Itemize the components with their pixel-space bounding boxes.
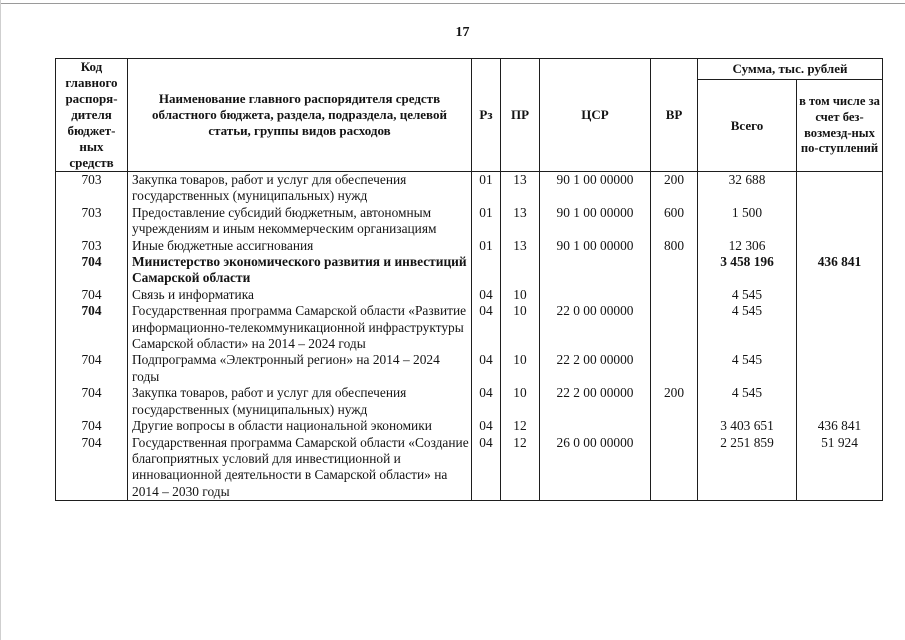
- header-free: в том числе за счет без-возмезд-ных по-ступлений: [797, 80, 883, 172]
- cell-code: 704: [56, 287, 128, 303]
- cell-csr: [540, 418, 651, 434]
- top-border-line: [0, 3, 905, 4]
- cell-name: Предоставление субсидий бюджетным, автономным учреждениям и иным некоммерческим организациям: [128, 205, 472, 238]
- header-pr: ПР: [501, 59, 540, 172]
- cell-csr: 22 2 00 00000: [540, 385, 651, 418]
- cell-total: 4 545: [698, 303, 797, 352]
- cell-vr: [651, 303, 698, 352]
- table-row: [56, 303, 883, 352]
- cell-name: Государственная программа Самарской области «Развитие информационно-телекоммуникационной инфраструктуры Самарской области» на 2014 – 2024 годы: [128, 303, 472, 352]
- cell-vr: [651, 287, 698, 303]
- cell-name: Иные бюджетные ассигнования: [128, 238, 472, 254]
- cell-total: 2 251 859: [698, 435, 797, 501]
- cell-rz: 04: [472, 435, 501, 501]
- cell-total: 4 545: [698, 287, 797, 303]
- cell-free: [797, 238, 883, 254]
- cell-code: 703: [56, 205, 128, 238]
- cell-csr: [540, 287, 651, 303]
- cell-rz: 04: [472, 385, 501, 418]
- cell-free: [797, 287, 883, 303]
- cell-rz: [472, 254, 501, 287]
- table-body: [56, 172, 883, 501]
- cell-csr: [540, 254, 651, 287]
- cell-csr: 22 0 00 00000: [540, 303, 651, 352]
- cell-free: [797, 303, 883, 352]
- cell-csr: 90 1 00 00000: [540, 238, 651, 254]
- cell-name: Закупка товаров, работ и услуг для обеспечения государственных (муниципальных) нужд: [128, 172, 472, 205]
- cell-free: 436 841: [797, 418, 883, 434]
- cell-pr: 12: [501, 435, 540, 501]
- cell-free: 51 924: [797, 435, 883, 501]
- cell-pr: 10: [501, 303, 540, 352]
- cell-pr: 12: [501, 418, 540, 434]
- header-rz: Рз: [472, 59, 501, 172]
- cell-csr: 90 1 00 00000: [540, 205, 651, 238]
- cell-code: 703: [56, 238, 128, 254]
- table-row: [56, 435, 883, 501]
- header-sum: Сумма, тыс. рублей: [698, 59, 883, 80]
- cell-name: Другие вопросы в области национальной экономики: [128, 418, 472, 434]
- cell-pr: 10: [501, 385, 540, 418]
- cell-vr: [651, 418, 698, 434]
- cell-free: [797, 352, 883, 385]
- cell-free: [797, 172, 883, 205]
- cell-name: Государственная программа Самарской области «Создание благоприятных условий для инвестиционной и инновационной деятельности в Самарской области» на 2014 – 2030 годы: [128, 435, 472, 501]
- cell-csr: 26 0 00 00000: [540, 435, 651, 501]
- cell-total: 32 688: [698, 172, 797, 205]
- cell-csr: 22 2 00 00000: [540, 352, 651, 385]
- cell-code: 704: [56, 303, 128, 352]
- cell-pr: 13: [501, 205, 540, 238]
- cell-total: 3 458 196: [698, 254, 797, 287]
- cell-code: 703: [56, 172, 128, 205]
- budget-table: [55, 58, 883, 501]
- cell-vr: 800: [651, 238, 698, 254]
- cell-csr: 90 1 00 00000: [540, 172, 651, 205]
- cell-vr: [651, 352, 698, 385]
- cell-total: 1 500: [698, 205, 797, 238]
- table-row: [56, 352, 883, 385]
- cell-pr: 13: [501, 172, 540, 205]
- cell-vr: [651, 435, 698, 501]
- cell-rz: 04: [472, 303, 501, 352]
- table-row: [56, 172, 883, 205]
- cell-name: Министерство экономического развития и инвестиций Самарской области: [128, 254, 472, 287]
- table-row: [56, 385, 883, 418]
- table-row: [56, 418, 883, 434]
- cell-rz: 04: [472, 418, 501, 434]
- cell-name: Закупка товаров, работ и услуг для обеспечения государственных (муниципальных) нужд: [128, 385, 472, 418]
- cell-rz: 04: [472, 287, 501, 303]
- header-csr: ЦСР: [540, 59, 651, 172]
- cell-vr: [651, 254, 698, 287]
- page-number: 17: [455, 25, 470, 40]
- cell-vr: 600: [651, 205, 698, 238]
- cell-pr: 10: [501, 352, 540, 385]
- cell-total: 4 545: [698, 352, 797, 385]
- table-row: [56, 287, 883, 303]
- header-name: Наименование главного распорядителя средств областного бюджета, раздела, подраздела, целевой статьи, группы видов расходов: [128, 59, 472, 172]
- cell-code: 704: [56, 385, 128, 418]
- header-total: Всего: [698, 80, 797, 172]
- header-code: Код главного распоря-дителя бюджет-ных средств: [56, 59, 128, 172]
- table-row: [56, 254, 883, 287]
- cell-vr: 200: [651, 385, 698, 418]
- cell-pr: [501, 254, 540, 287]
- cell-pr: 13: [501, 238, 540, 254]
- cell-name: Связь и информатика: [128, 287, 472, 303]
- cell-code: 704: [56, 254, 128, 287]
- table-row: [56, 238, 883, 254]
- cell-free: [797, 205, 883, 238]
- cell-name: Подпрограмма «Электронный регион» на 2014 – 2024 годы: [128, 352, 472, 385]
- cell-pr: 10: [501, 287, 540, 303]
- cell-rz: 01: [472, 205, 501, 238]
- cell-code: 704: [56, 352, 128, 385]
- cell-rz: 01: [472, 238, 501, 254]
- cell-code: 704: [56, 418, 128, 434]
- cell-vr: 200: [651, 172, 698, 205]
- cell-free: 436 841: [797, 254, 883, 287]
- cell-free: [797, 385, 883, 418]
- cell-total: 12 306: [698, 238, 797, 254]
- cell-rz: 01: [472, 172, 501, 205]
- table-row: [56, 205, 883, 238]
- left-border-line: [0, 0, 1, 640]
- cell-rz: 04: [472, 352, 501, 385]
- cell-total: 3 403 651: [698, 418, 797, 434]
- header-vr: ВР: [651, 59, 698, 172]
- cell-total: 4 545: [698, 385, 797, 418]
- cell-code: 704: [56, 435, 128, 501]
